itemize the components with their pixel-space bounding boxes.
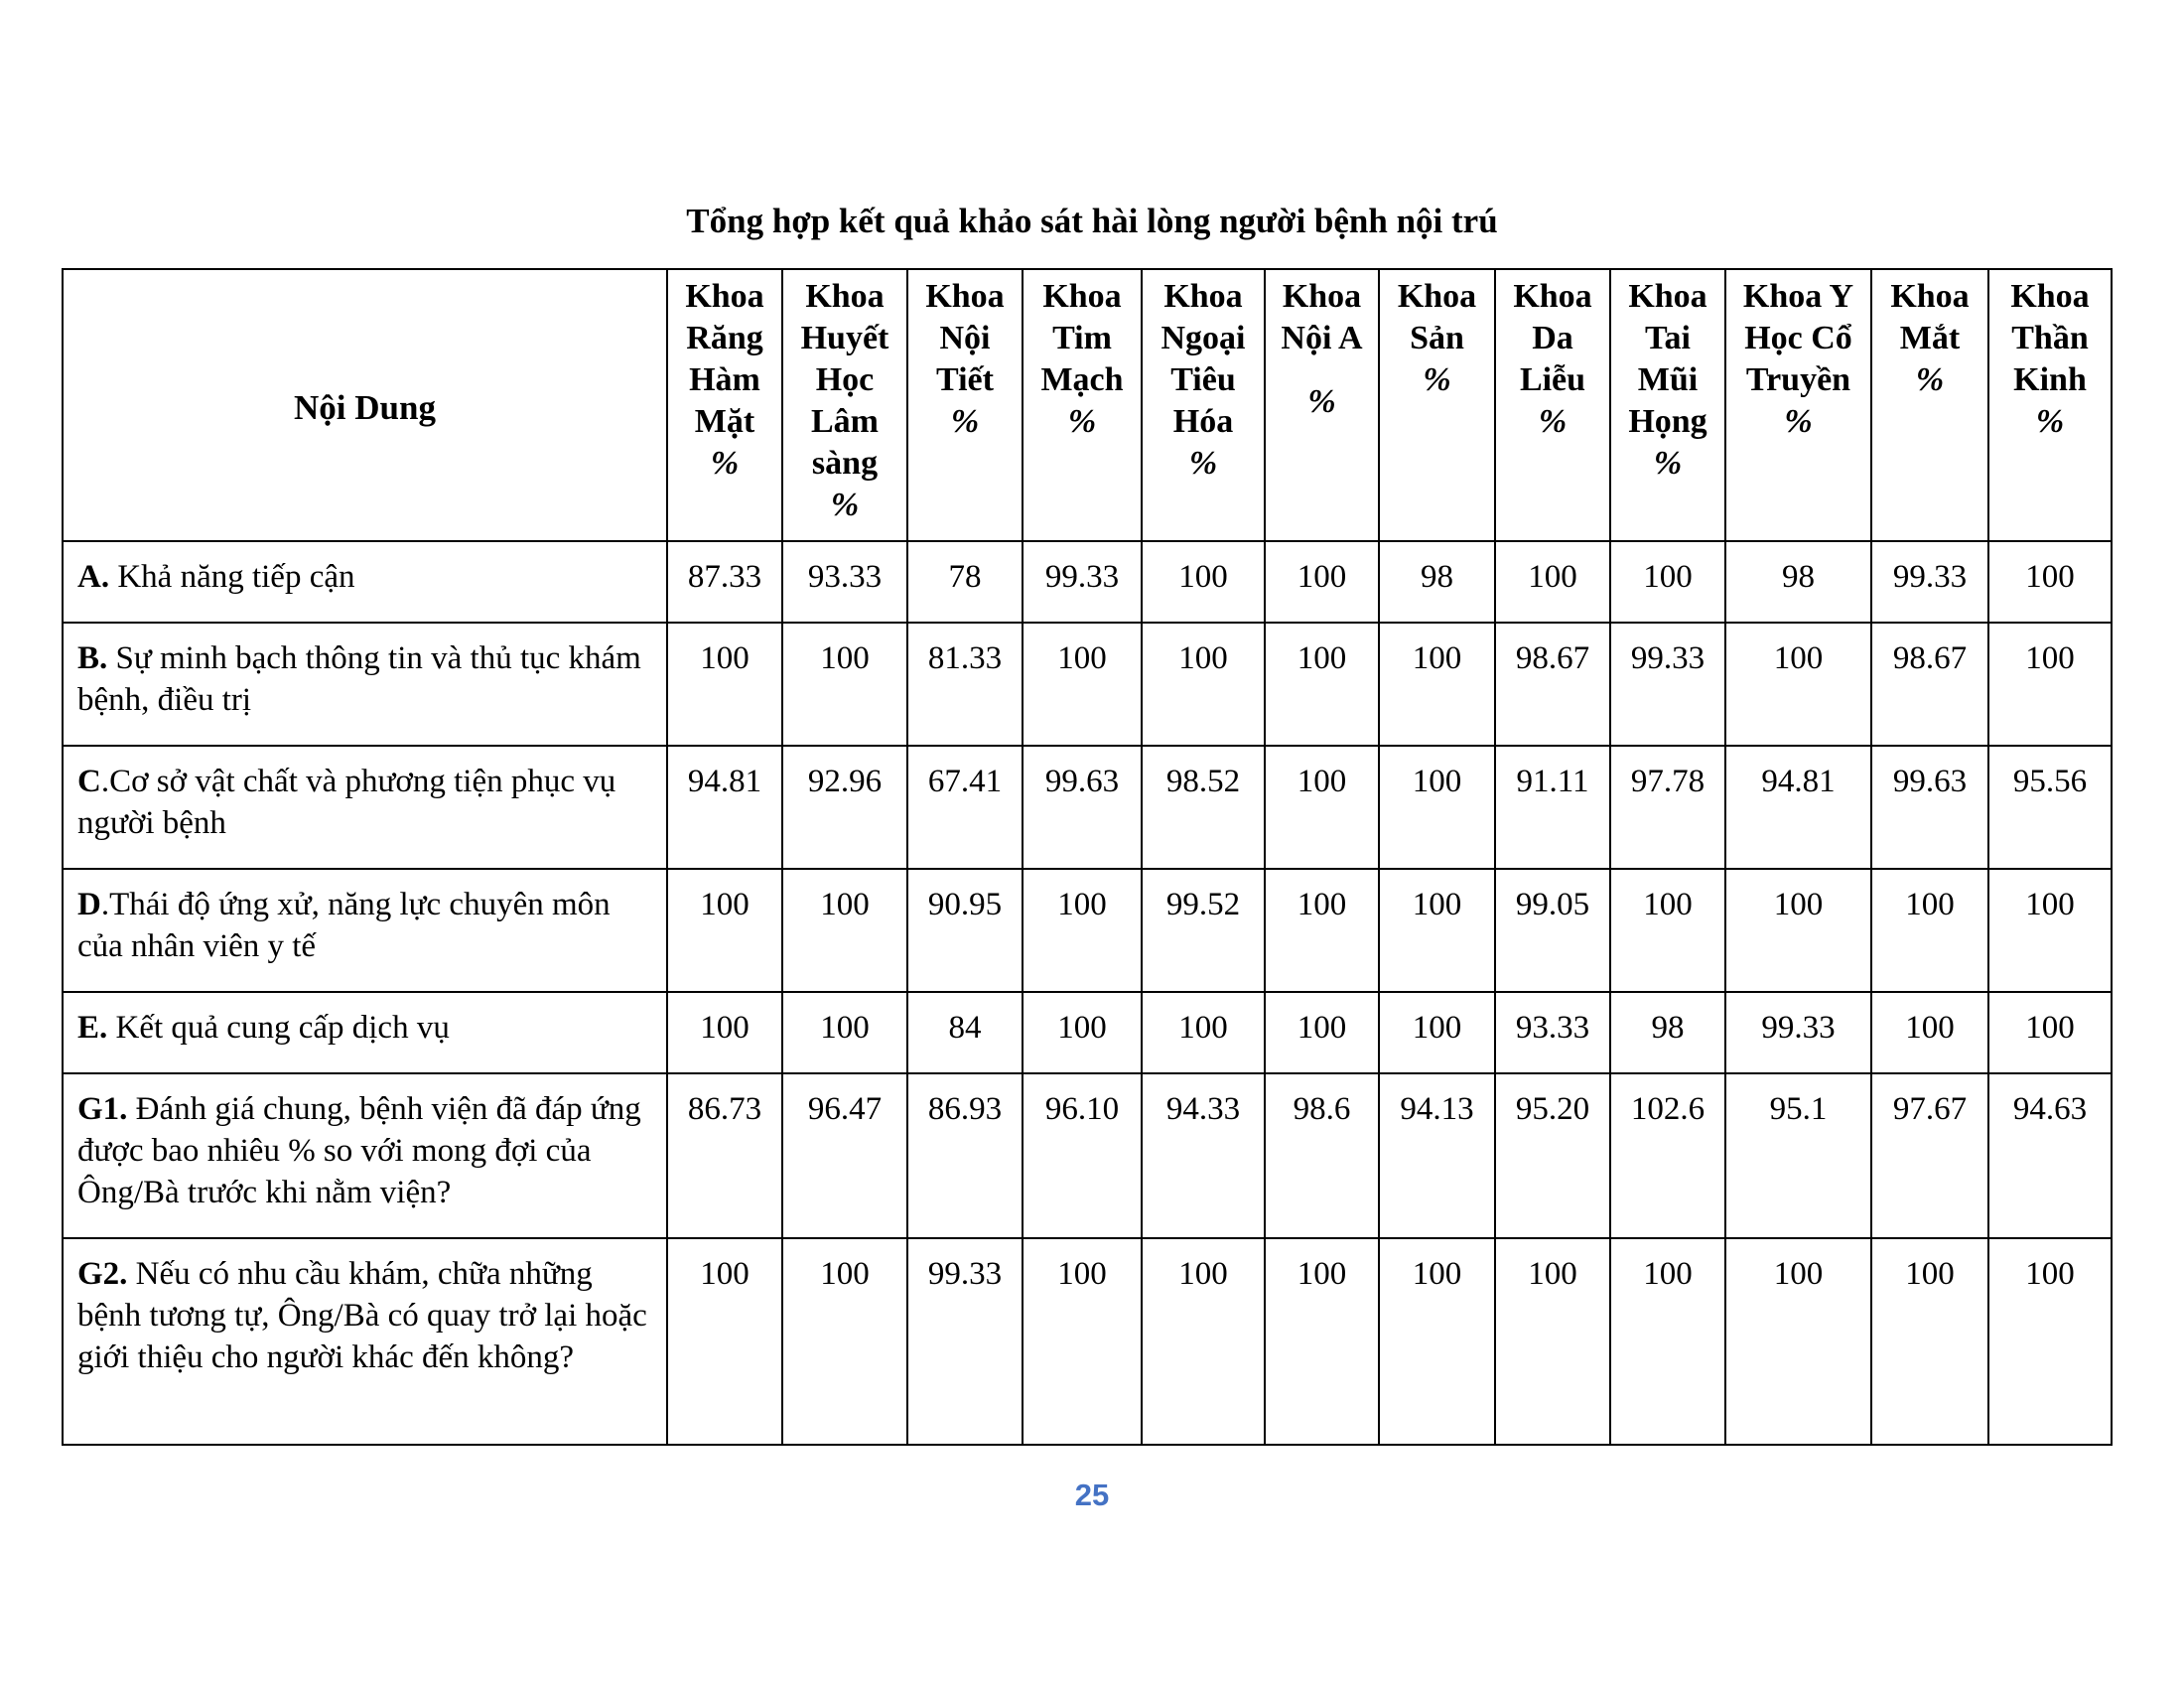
table-cell: 84 xyxy=(907,992,1023,1073)
table-cell: 94.13 xyxy=(1379,1073,1495,1238)
col-unit: % xyxy=(1538,403,1568,440)
table-cell: 100 xyxy=(667,623,782,746)
table-cell: 100 xyxy=(1610,869,1725,992)
table-cell: 100 xyxy=(1610,541,1725,623)
header-col xyxy=(1265,269,1379,541)
table-row xyxy=(63,1238,2112,1445)
header-col xyxy=(1725,269,1871,541)
col-unit: % xyxy=(1653,445,1683,482)
col-name: Khoa Nội A xyxy=(1281,278,1363,356)
header-col xyxy=(782,269,907,541)
col-name: Khoa Sản xyxy=(1397,278,1477,356)
table-cell: 95.20 xyxy=(1495,1073,1610,1238)
row-label xyxy=(63,869,667,992)
row-label xyxy=(63,1073,667,1238)
col-name: Khoa Thần Kinh xyxy=(2010,278,2090,398)
table-cell: 92.96 xyxy=(782,746,907,869)
row-code: B. xyxy=(77,640,108,676)
table-cell: 97.78 xyxy=(1610,746,1725,869)
col-unit: % xyxy=(1784,403,1813,440)
table-cell: 100 xyxy=(1725,623,1871,746)
table-row xyxy=(63,992,2112,1073)
table-cell: 100 xyxy=(1142,541,1265,623)
table-cell: 87.33 xyxy=(667,541,782,623)
row-label xyxy=(63,541,667,623)
row-code: C xyxy=(77,764,101,799)
row-label xyxy=(63,746,667,869)
table-cell: 99.33 xyxy=(907,1238,1023,1445)
header-row xyxy=(63,269,2112,541)
table-cell: 100 xyxy=(1142,992,1265,1073)
table-cell: 100 xyxy=(667,992,782,1073)
col-unit: % xyxy=(1307,383,1336,420)
col-unit: % xyxy=(1188,445,1218,482)
table-cell: 78 xyxy=(907,541,1023,623)
table-cell: 98 xyxy=(1725,541,1871,623)
table-cell: 99.33 xyxy=(1610,623,1725,746)
row-code: E. xyxy=(77,1010,108,1046)
table-cell: 98.6 xyxy=(1265,1073,1379,1238)
col-unit: % xyxy=(710,445,740,482)
table-cell: 99.33 xyxy=(1725,992,1871,1073)
table-cell: 100 xyxy=(1265,992,1379,1073)
table-cell: 100 xyxy=(1023,1238,1142,1445)
table-cell: 93.33 xyxy=(1495,992,1610,1073)
row-code: D xyxy=(77,887,101,922)
table-cell: 100 xyxy=(1988,541,2112,623)
table-cell: 100 xyxy=(1379,623,1495,746)
table-cell: 100 xyxy=(1871,1238,1988,1445)
row-label xyxy=(63,623,667,746)
table-cell: 100 xyxy=(667,1238,782,1445)
table-cell: 96.47 xyxy=(782,1073,907,1238)
header-col xyxy=(1495,269,1610,541)
table-row xyxy=(63,869,2112,992)
header-col xyxy=(667,269,782,541)
col-name: Khoa Y Học Cổ Truyền xyxy=(1742,278,1854,398)
table-row xyxy=(63,541,2112,623)
table-cell: 100 xyxy=(782,1238,907,1445)
table-cell: 100 xyxy=(1265,746,1379,869)
col-unit: % xyxy=(1915,361,1945,398)
table-cell: 100 xyxy=(782,992,907,1073)
row-label xyxy=(63,992,667,1073)
table-cell: 100 xyxy=(1379,992,1495,1073)
row-text: Kết quả cung cấp dịch vụ xyxy=(107,1010,450,1046)
col-name: Khoa Răng Hàm Mặt xyxy=(685,278,764,440)
table-row xyxy=(63,623,2112,746)
col-name: Khoa Ngoại Tiêu Hóa xyxy=(1160,278,1246,440)
col-unit: % xyxy=(950,403,980,440)
table-cell: 81.33 xyxy=(907,623,1023,746)
table-cell: 100 xyxy=(1265,869,1379,992)
header-col xyxy=(1142,269,1265,541)
row-code: G2. xyxy=(77,1256,128,1292)
table-cell: 94.81 xyxy=(1725,746,1871,869)
header-content: Nội Dung xyxy=(63,269,667,541)
table-cell: 100 xyxy=(1142,623,1265,746)
table-cell: 67.41 xyxy=(907,746,1023,869)
table-cell: 98.67 xyxy=(1495,623,1610,746)
row-code: G1. xyxy=(77,1091,128,1127)
table-cell: 100 xyxy=(1725,869,1871,992)
table-cell: 100 xyxy=(1871,992,1988,1073)
survey-results-table xyxy=(62,268,2113,1446)
table-cell: 94.63 xyxy=(1988,1073,2112,1238)
table-cell: 93.33 xyxy=(782,541,907,623)
col-unit: % xyxy=(1067,403,1097,440)
row-label xyxy=(63,1238,667,1445)
header-col xyxy=(1610,269,1725,541)
col-unit: % xyxy=(2035,403,2065,440)
table-cell: 100 xyxy=(1023,992,1142,1073)
table-cell: 100 xyxy=(1988,1238,2112,1445)
table-cell: 91.11 xyxy=(1495,746,1610,869)
col-unit: % xyxy=(830,487,860,523)
table-title: Tổng hợp kết quả khảo sát hài lòng người bệnh nội trú xyxy=(686,202,1498,240)
table-cell: 98 xyxy=(1610,992,1725,1073)
page-number: 25 xyxy=(1074,1477,1110,1512)
table-cell: 86.93 xyxy=(907,1073,1023,1238)
col-name: Khoa Tim Mạch xyxy=(1040,278,1124,398)
row-text: .Cơ sở vật chất và phương tiện phục vụ người bệnh xyxy=(77,764,616,841)
table-cell: 94.33 xyxy=(1142,1073,1265,1238)
row-code: A. xyxy=(77,559,110,595)
table-cell: 99.33 xyxy=(1871,541,1988,623)
table-cell: 99.63 xyxy=(1871,746,1988,869)
row-text: Khả năng tiếp cận xyxy=(109,559,355,595)
col-name: Khoa Huyết Học Lâm sàng xyxy=(800,278,889,482)
row-text: .Thái độ ứng xử, năng lực chuyên môn của nhân viên y tế xyxy=(77,887,611,964)
table-row xyxy=(63,746,2112,869)
row-text: Đánh giá chung, bệnh viện đã đáp ứng được bao nhiêu % so với mong đợi của Ông/Bà trước khi nằm viện? xyxy=(77,1091,641,1210)
table-cell: 100 xyxy=(1725,1238,1871,1445)
table-cell: 100 xyxy=(1265,1238,1379,1445)
table-cell: 100 xyxy=(1871,869,1988,992)
header-col xyxy=(1023,269,1142,541)
table-cell: 99.52 xyxy=(1142,869,1265,992)
table-cell: 100 xyxy=(1265,541,1379,623)
table-cell: 100 xyxy=(1495,541,1610,623)
table-cell: 100 xyxy=(1379,746,1495,869)
table-cell: 99.05 xyxy=(1495,869,1610,992)
col-name: Khoa Da Liễu xyxy=(1513,278,1592,398)
header-col xyxy=(1988,269,2112,541)
col-name: Khoa Mắt xyxy=(1890,278,1970,356)
table-cell: 100 xyxy=(1142,1238,1265,1445)
col-name: Khoa Nội Tiết xyxy=(925,278,1005,398)
table-cell: 100 xyxy=(1379,1238,1495,1445)
table-cell: 100 xyxy=(1988,623,2112,746)
table-cell: 95.1 xyxy=(1725,1073,1871,1238)
table-cell: 100 xyxy=(1495,1238,1610,1445)
table-cell: 100 xyxy=(782,623,907,746)
row-text: Sự minh bạch thông tin và thủ tục khám bệnh, điều trị xyxy=(77,640,641,718)
table-cell: 100 xyxy=(1610,1238,1725,1445)
col-unit: % xyxy=(1423,361,1451,398)
table-cell: 86.73 xyxy=(667,1073,782,1238)
table-cell: 99.33 xyxy=(1023,541,1142,623)
table-cell: 102.6 xyxy=(1610,1073,1725,1238)
table-cell: 100 xyxy=(1379,869,1495,992)
row-text: Nếu có nhu cầu khám, chữa những bệnh tương tự, Ông/Bà có quay trở lại hoặc giới thiệu cho người khác đến không? xyxy=(77,1256,647,1375)
table-cell: 100 xyxy=(782,869,907,992)
table-cell: 100 xyxy=(1023,869,1142,992)
table-cell: 97.67 xyxy=(1871,1073,1988,1238)
table-cell: 100 xyxy=(1265,623,1379,746)
table-cell: 100 xyxy=(1988,992,2112,1073)
header-col xyxy=(907,269,1023,541)
table-cell: 94.81 xyxy=(667,746,782,869)
table-cell: 100 xyxy=(1023,623,1142,746)
table-cell: 98 xyxy=(1379,541,1495,623)
header-col xyxy=(1379,269,1495,541)
table-cell: 99.63 xyxy=(1023,746,1142,869)
col-name: Khoa Tai Mũi Họng xyxy=(1628,278,1707,440)
table-cell: 100 xyxy=(667,869,782,992)
table-cell: 98.67 xyxy=(1871,623,1988,746)
table-cell: 95.56 xyxy=(1988,746,2112,869)
header-col xyxy=(1871,269,1988,541)
table-cell: 100 xyxy=(1988,869,2112,992)
table-cell: 90.95 xyxy=(907,869,1023,992)
table-cell: 98.52 xyxy=(1142,746,1265,869)
table-row xyxy=(63,1073,2112,1238)
table-cell: 96.10 xyxy=(1023,1073,1142,1238)
